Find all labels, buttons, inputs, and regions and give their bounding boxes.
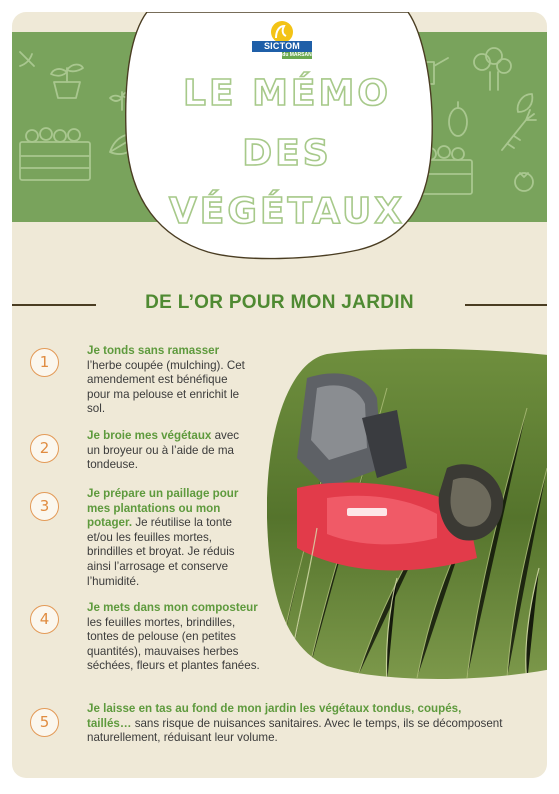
step-5-lead: Je laisse en tas au fond de mon jardin les végétaux tondus, coupés, taillés…: [87, 702, 462, 730]
memo-card: [12, 12, 547, 778]
step-4-lead: Je mets dans mon composteur: [87, 601, 258, 614]
step-2-number: 2: [30, 434, 59, 463]
step-1-number: 1: [30, 348, 59, 377]
step-3-lead: Je prépare un paillage pour mes plantations ou mon potager.: [87, 487, 239, 530]
title-line-2: DES: [242, 133, 332, 174]
step-1-text: [87, 344, 252, 417]
step-5-number: 5: [30, 708, 59, 737]
step-5-text: [87, 702, 507, 746]
step-4-body: les feuilles mortes, brindilles, tontes de pelouse (en petites quantités), mauvaises herbes séchées, fleurs et plantes fanées.: [87, 615, 260, 673]
step-1-body: l’herbe coupée (mulching). Cet amendement est bénéfique pour ma pelouse et enrichit le sol.: [87, 358, 245, 416]
step-3-text: [87, 487, 253, 589]
step-2-text: [87, 429, 252, 473]
step-2-lead: Je broie mes végétaux: [87, 429, 212, 442]
step-4-number: 4: [30, 605, 59, 634]
logo-subtitle: du MARSAN: [282, 52, 312, 58]
step-2-body: avec un broyeur ou à l’aide de ma tondeuse.: [87, 429, 240, 472]
step-4-text: [87, 601, 263, 674]
step-3-number: 3: [30, 492, 59, 521]
title-line-1: LE MÉMO: [183, 73, 391, 114]
section-heading-row: [12, 290, 547, 320]
step-3-body: Je réutilise la tonte et/ou les feuilles mortes, brindilles et broyat. Je réduis ainsi l’arrosage et conserve l’humidité.: [87, 516, 235, 588]
title-line-3: VÉGÉTAUX: [168, 191, 406, 232]
lawnmower-photo: [267, 348, 547, 683]
step-1-lead: Je tonds sans ramasser: [87, 344, 220, 357]
section-heading: DE L’OR POUR MON JARDIN: [145, 292, 414, 313]
rule-right: [465, 304, 547, 306]
step-5-body: sans risque de nuisances sanitaires. Avec le temps, ils se décomposent naturellement, réduisant leur volume.: [87, 716, 503, 745]
logo-name: SICTOM: [252, 41, 312, 52]
